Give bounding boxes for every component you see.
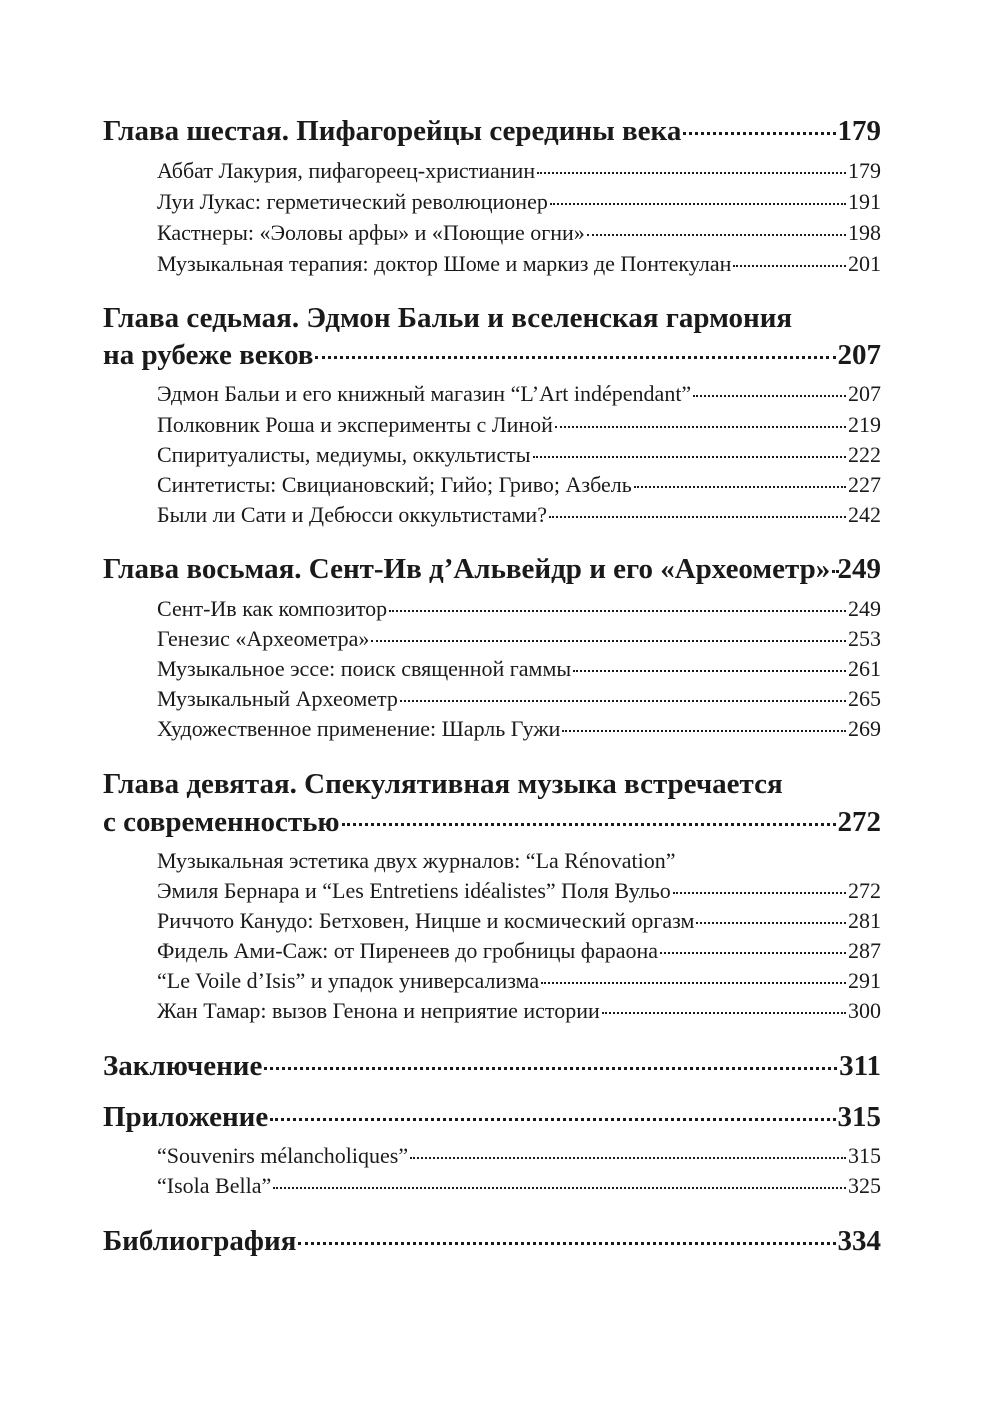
- page-number: 249: [848, 596, 881, 621]
- dot-leader: [273, 1186, 846, 1189]
- section-title-line[interactable]: Музыкальная эстетика двух журналов: “La Rénovation”: [157, 848, 676, 873]
- section-entry[interactable]: [157, 442, 881, 468]
- section-title: Были ли Сати и Дебюсси оккультистами?: [157, 502, 547, 527]
- page-number: 272: [837, 806, 881, 838]
- section-entry[interactable]: [157, 251, 881, 277]
- section-title: Сент-Ив как композитор: [157, 596, 388, 621]
- page-number: 191: [848, 189, 881, 214]
- page-number: 261: [848, 656, 881, 681]
- section-title: Синтетисты: Свициановский; Гийо; Гриво; Азбель: [157, 472, 632, 497]
- page-number: 287: [848, 938, 881, 963]
- section-title: Риччото Канудо: Бетховен, Ницше и космический оргазм: [157, 908, 695, 933]
- section-entry[interactable]: [157, 656, 881, 682]
- page-number: 300: [848, 998, 881, 1023]
- section-entry[interactable]: [157, 596, 881, 622]
- page-number: 315: [837, 1101, 881, 1133]
- page-number: 253: [848, 626, 881, 651]
- section-title: Луи Лукас: герметический революционер: [157, 189, 548, 214]
- section-title: “Souvenirs mélancholiques”: [157, 1143, 409, 1168]
- section-title: Эмиля Бернара и “Les Entretiens idéalistes” Поля Вульо: [157, 878, 671, 903]
- page-number: 227: [848, 472, 881, 497]
- page-number: 334: [837, 1225, 881, 1257]
- section-entry[interactable]: [157, 716, 881, 742]
- dot-leader: [298, 1241, 835, 1245]
- dot-leader: [602, 1011, 846, 1014]
- dot-leader: [270, 1117, 835, 1121]
- section-title: Музыкальное эссе: поиск священной гаммы: [157, 656, 572, 681]
- chapter-9-title-line[interactable]: Глава девятая. Спекулятивная музыка встречается: [103, 768, 783, 800]
- chapter-9-entry[interactable]: [103, 806, 881, 839]
- section-entry[interactable]: [157, 381, 881, 407]
- conclusion-entry[interactable]: [103, 1050, 881, 1083]
- dot-leader: [562, 729, 846, 732]
- section-entry[interactable]: [157, 626, 881, 652]
- page-number: 198: [848, 220, 881, 245]
- bibliography-entry[interactable]: [103, 1225, 881, 1258]
- page-number: 272: [848, 878, 881, 903]
- dot-leader: [555, 425, 846, 428]
- dot-leader: [683, 131, 835, 135]
- chapter-title: Глава восьмая. Сент-Ив д’Альвейдр и его «Археометр»: [103, 553, 831, 585]
- dot-leader: [696, 921, 846, 924]
- dot-leader: [693, 394, 846, 397]
- section-entry[interactable]: [157, 1143, 881, 1169]
- appendix-entry[interactable]: [103, 1101, 881, 1134]
- section-title: Эдмон Бальи и его книжный магазин “L’Art indépendant”: [157, 381, 692, 406]
- page-number: 325: [848, 1173, 881, 1198]
- section-title: Жан Тамар: вызов Генона и неприятие истории: [157, 998, 600, 1023]
- page-number: 179: [837, 115, 881, 147]
- dot-leader: [400, 699, 846, 702]
- section-title: Музыкальная терапия: доктор Шоме и маркиз де Понтекулан: [157, 251, 732, 276]
- chapter-title: Глава шестая. Пифагорейцы середины века: [103, 115, 682, 147]
- page-number: 179: [848, 158, 881, 183]
- chapter-title: на рубеже веков: [103, 339, 314, 371]
- dot-leader: [660, 951, 846, 954]
- dot-leader: [832, 569, 835, 573]
- chapter-7-entry[interactable]: [103, 339, 881, 372]
- chapter-6-entry[interactable]: [103, 115, 881, 148]
- dot-leader: [389, 609, 846, 612]
- page-number: 219: [848, 412, 881, 437]
- chapter-title: Библиография: [103, 1225, 297, 1257]
- section-entry[interactable]: [157, 878, 881, 904]
- section-title: “Isola Bella”: [157, 1173, 272, 1198]
- page-number: 311: [839, 1050, 881, 1082]
- dot-leader: [537, 171, 846, 174]
- dot-leader: [549, 515, 846, 518]
- section-entry[interactable]: [157, 412, 881, 438]
- page-number: 207: [848, 381, 881, 406]
- dot-leader: [673, 891, 846, 894]
- section-entry[interactable]: [157, 502, 881, 528]
- page-number: 201: [848, 251, 881, 276]
- page-number: 222: [848, 442, 881, 467]
- dot-leader: [342, 822, 836, 826]
- section-entry[interactable]: [157, 220, 881, 246]
- dot-leader: [371, 639, 846, 642]
- dot-leader: [315, 355, 835, 359]
- page-number: 315: [848, 1143, 881, 1168]
- chapter-title: Заключение: [103, 1050, 263, 1082]
- chapter-title: Приложение: [103, 1101, 269, 1133]
- section-title: Художественное применение: Шарль Гужи: [157, 716, 561, 741]
- page-number: 269: [848, 716, 881, 741]
- chapter-8-entry[interactable]: [103, 553, 881, 586]
- section-entry[interactable]: [157, 1173, 881, 1199]
- section-entry[interactable]: [157, 472, 881, 498]
- dot-leader: [550, 202, 846, 205]
- section-entry[interactable]: [157, 908, 881, 934]
- dot-leader: [573, 669, 846, 672]
- section-title: Аббат Лакурия, пифагореец-христианин: [157, 158, 536, 183]
- dot-leader: [264, 1066, 837, 1070]
- chapter-7-title-line[interactable]: Глава седьмая. Эдмон Бальи и вселенская гармония: [103, 302, 793, 334]
- page-number: 249: [837, 553, 881, 585]
- dot-leader: [533, 455, 847, 458]
- section-entry[interactable]: [157, 158, 881, 184]
- section-title: Спиритуалисты, медиумы, оккультисты: [157, 442, 531, 467]
- dot-leader: [587, 233, 846, 236]
- section-entry[interactable]: [157, 686, 881, 712]
- page-number: 265: [848, 686, 881, 711]
- dot-leader: [541, 981, 846, 984]
- section-entry[interactable]: [157, 938, 881, 964]
- dot-leader: [733, 264, 846, 267]
- section-entry[interactable]: [157, 968, 881, 994]
- dot-leader: [634, 485, 846, 488]
- section-title: Генезис «Археометра»: [157, 626, 370, 651]
- section-entry[interactable]: [157, 189, 881, 215]
- section-title: Полковник Роша и эксперименты с Линой: [157, 412, 553, 437]
- page-number: 207: [837, 339, 881, 371]
- page-number: 242: [848, 502, 881, 527]
- page-number: 291: [848, 968, 881, 993]
- section-title: Фидель Ами-Саж: от Пиренеев до гробницы фараона: [157, 938, 659, 963]
- section-title: Музыкальный Археометр: [157, 686, 398, 711]
- dot-leader: [410, 1156, 846, 1159]
- section-title: Кастнеры: «Эоловы арфы» и «Поющие огни»: [157, 220, 585, 245]
- page-number: 281: [848, 908, 881, 933]
- section-title: “Le Voile d’Isis” и упадок универсализма: [157, 968, 540, 993]
- chapter-title: с современностью: [103, 806, 340, 838]
- section-entry[interactable]: [157, 998, 881, 1024]
